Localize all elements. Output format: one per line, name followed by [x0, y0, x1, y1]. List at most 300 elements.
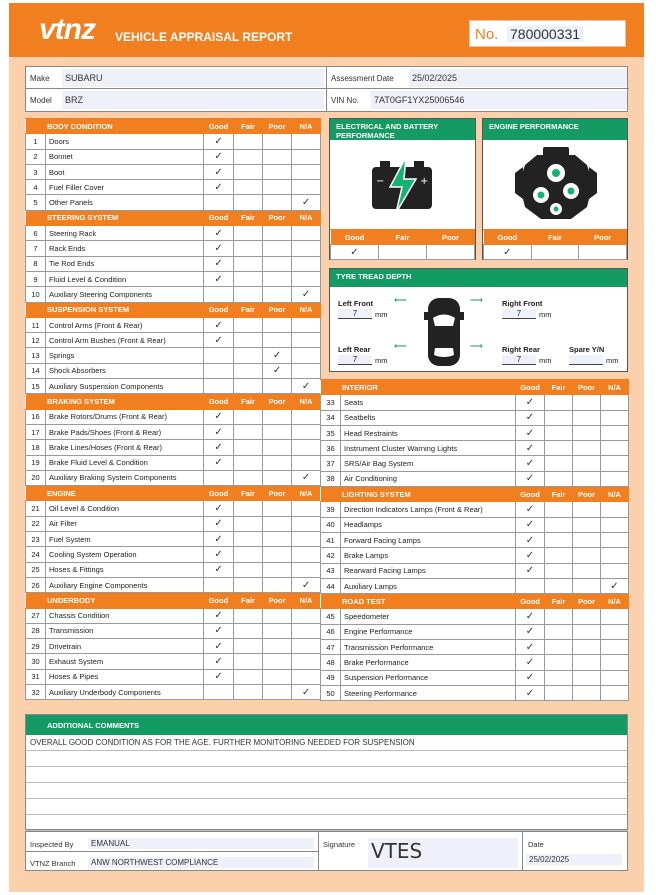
engine-performance-checkbox-good[interactable]: ✓	[484, 245, 532, 260]
engine-performance-checkbox-fair[interactable]	[531, 245, 579, 260]
rating-checkbox[interactable]	[292, 608, 321, 623]
rating-checkbox[interactable]	[263, 623, 292, 638]
rating-checkbox[interactable]	[234, 547, 263, 562]
rating-header-na: N/A	[292, 302, 321, 317]
rating-checkbox[interactable]	[204, 684, 234, 699]
rating-checkbox[interactable]	[234, 669, 263, 684]
item-label: Control Arms (Front & Rear)	[46, 317, 204, 332]
rating-checkbox[interactable]	[263, 639, 292, 654]
rating-checkbox[interactable]	[545, 685, 573, 700]
report-number-box	[469, 20, 626, 47]
battery-icon	[368, 157, 436, 213]
rating-checkbox[interactable]	[263, 271, 292, 286]
assessment-date-field[interactable]: 25/02/2025	[409, 69, 627, 87]
rating-checkbox[interactable]	[545, 517, 573, 532]
rating-header-fair: Fair	[234, 210, 263, 225]
item-label: Drivetrain	[46, 639, 204, 654]
left-rear-field[interactable]: 7	[338, 355, 372, 365]
rating-checkbox[interactable]: ✓	[516, 395, 545, 410]
rating-checkbox[interactable]: ✓	[292, 379, 321, 394]
rating-checkbox[interactable]	[263, 532, 292, 547]
rating-checkbox[interactable]	[573, 609, 601, 624]
rating-checkbox[interactable]	[263, 379, 292, 394]
rating-checkbox[interactable]	[573, 548, 601, 563]
rating-checkbox[interactable]	[234, 287, 263, 302]
rating-checkbox[interactable]	[545, 395, 573, 410]
signoff-footer	[25, 831, 628, 871]
rating-checkbox[interactable]: ✓	[516, 548, 545, 563]
rating-checkbox[interactable]	[601, 624, 629, 639]
rating-checkbox[interactable]	[234, 623, 263, 638]
rating-checkbox[interactable]	[234, 180, 263, 195]
rating-checkbox[interactable]	[545, 441, 573, 456]
checklist-row	[321, 502, 629, 517]
item-label: Auxiliary Suspension Components	[46, 379, 204, 394]
rating-checkbox[interactable]	[601, 456, 629, 471]
rating-checkbox[interactable]	[263, 547, 292, 562]
rating-checkbox[interactable]	[292, 409, 321, 424]
item-label: Exhaust System	[46, 654, 204, 669]
rating-checkbox[interactable]	[292, 562, 321, 577]
engine-performance-title: ENGINE PERFORMANCE	[483, 119, 627, 140]
rating-checkbox[interactable]: ✓	[516, 670, 545, 685]
rating-checkbox[interactable]	[234, 532, 263, 547]
rating-checkbox[interactable]	[204, 348, 234, 363]
rating-checkbox[interactable]	[292, 363, 321, 378]
rating-checkbox[interactable]: ✓	[204, 501, 234, 516]
rating-checkbox[interactable]	[601, 410, 629, 425]
rating-checkbox[interactable]	[234, 501, 263, 516]
item-number: 20	[26, 470, 46, 485]
comment-line[interactable]	[26, 799, 627, 815]
rating-checkbox[interactable]: ✓	[204, 547, 234, 562]
rating-checkbox[interactable]	[292, 623, 321, 638]
rating-checkbox[interactable]	[234, 363, 263, 378]
rating-checkbox[interactable]: ✓	[204, 256, 234, 271]
rating-checkbox[interactable]	[234, 271, 263, 286]
rating-checkbox[interactable]	[601, 685, 629, 700]
rating-checkbox[interactable]	[292, 348, 321, 363]
right-rear-field[interactable]: 7	[502, 355, 536, 365]
rating-checkbox[interactable]	[234, 470, 263, 485]
rating-checkbox[interactable]: ✓	[292, 195, 321, 210]
rating-checkbox[interactable]	[545, 532, 573, 547]
vin-row	[327, 89, 629, 111]
rating-checkbox[interactable]	[234, 241, 263, 256]
rating-checkbox[interactable]	[263, 180, 292, 195]
rating-checkbox[interactable]	[292, 226, 321, 241]
rating-checkbox[interactable]	[292, 654, 321, 669]
rating-checkbox[interactable]	[292, 669, 321, 684]
rating-checkbox[interactable]: ✓	[516, 425, 545, 440]
rating-checkbox[interactable]	[204, 195, 234, 210]
rating-checkbox[interactable]	[545, 471, 573, 486]
rating-checkbox[interactable]	[234, 226, 263, 241]
rating-checkbox[interactable]: ✓	[204, 608, 234, 623]
rating-checkbox[interactable]	[263, 470, 292, 485]
section-header-row	[26, 302, 321, 317]
rating-checkbox[interactable]	[234, 455, 263, 470]
rating-checkbox[interactable]	[573, 410, 601, 425]
rating-checkbox[interactable]	[263, 669, 292, 684]
rating-checkbox[interactable]: ✓	[516, 640, 545, 655]
rating-checkbox[interactable]: ✓	[292, 577, 321, 592]
rating-checkbox[interactable]	[263, 424, 292, 439]
rating-checkbox[interactable]	[263, 516, 292, 531]
rating-checkbox[interactable]	[263, 562, 292, 577]
rating-checkbox[interactable]	[545, 563, 573, 578]
rating-checkbox[interactable]	[601, 517, 629, 532]
rating-checkbox[interactable]	[292, 455, 321, 470]
rating-checkbox[interactable]	[263, 333, 292, 348]
rating-checkbox[interactable]	[263, 134, 292, 149]
rating-checkbox[interactable]	[234, 333, 263, 348]
rating-checkbox[interactable]: ✓	[204, 440, 234, 455]
item-number: 33	[321, 395, 341, 410]
model-field[interactable]: BRZ	[62, 91, 324, 109]
section-header-row	[321, 594, 629, 609]
rating-checkbox[interactable]: ✓	[516, 685, 545, 700]
rating-checkbox[interactable]	[545, 609, 573, 624]
date-field[interactable]: 25/02/2025	[526, 854, 622, 865]
left-checklist	[25, 118, 321, 700]
section-title: STEERING SYSTEM	[26, 210, 204, 225]
item-label: Seatbelts	[341, 410, 516, 425]
rating-checkbox[interactable]: ✓	[204, 532, 234, 547]
item-number: 45	[321, 609, 341, 624]
rating-checkbox[interactable]: ✓	[204, 333, 234, 348]
rating-checkbox[interactable]	[263, 501, 292, 516]
rating-checkbox[interactable]	[516, 578, 545, 593]
checklist-row	[321, 563, 629, 578]
rating-checkbox[interactable]	[545, 640, 573, 655]
rating-checkbox[interactable]	[234, 684, 263, 699]
rating-checkbox[interactable]	[601, 471, 629, 486]
rating-checkbox[interactable]	[234, 639, 263, 654]
rating-checkbox[interactable]	[573, 670, 601, 685]
rating-header-poor: Poor	[263, 210, 292, 225]
rating-checkbox[interactable]	[292, 333, 321, 348]
checklist-row	[26, 241, 321, 256]
rating-checkbox[interactable]	[263, 241, 292, 256]
rating-checkbox[interactable]	[573, 563, 601, 578]
rating-checkbox[interactable]: ✓	[601, 578, 629, 593]
rating-checkbox[interactable]	[292, 241, 321, 256]
checklist-row	[321, 548, 629, 563]
rating-checkbox[interactable]	[234, 577, 263, 592]
rating-checkbox[interactable]	[601, 655, 629, 670]
rating-checkbox[interactable]	[601, 441, 629, 456]
checklist-row	[26, 562, 321, 577]
rating-checkbox[interactable]: ✓	[204, 623, 234, 638]
rating-checkbox[interactable]: ✓	[516, 532, 545, 547]
item-label: Fuel Filler Cover	[46, 180, 204, 195]
electrical-header-fair: Fair	[379, 230, 427, 245]
rating-checkbox[interactable]: ✓	[516, 624, 545, 639]
electrical-checkbox-poor[interactable]	[427, 245, 475, 260]
rating-checkbox[interactable]	[292, 440, 321, 455]
rating-checkbox[interactable]: ✓	[204, 164, 234, 179]
assessment-date-label: Assessment Date	[331, 74, 394, 83]
item-label: Engine Performance	[341, 624, 516, 639]
rating-checkbox[interactable]	[573, 640, 601, 655]
assessment-date-row	[327, 67, 629, 89]
item-number: 5	[26, 195, 46, 210]
rating-checkbox[interactable]	[263, 608, 292, 623]
engine-performance-header-good: Good	[484, 230, 532, 245]
rating-checkbox[interactable]	[204, 470, 234, 485]
rating-checkbox[interactable]	[204, 287, 234, 302]
comment-line[interactable]	[26, 767, 627, 783]
rating-checkbox[interactable]	[263, 164, 292, 179]
rating-checkbox[interactable]	[234, 348, 263, 363]
spare-unit: mm	[606, 356, 619, 365]
rating-checkbox[interactable]: ✓	[204, 241, 234, 256]
item-number: 9	[26, 271, 46, 286]
signature-field[interactable]: VTES	[368, 838, 518, 868]
comment-line[interactable]: OVERALL GOOD CONDITION AS FOR THE AGE. FURTHER MONITORING NEEDED FOR SUSPENSION	[26, 735, 627, 751]
rating-checkbox[interactable]: ✓	[292, 470, 321, 485]
rating-checkbox[interactable]	[573, 471, 601, 486]
rating-checkbox[interactable]: ✓	[204, 562, 234, 577]
rating-checkbox[interactable]	[292, 180, 321, 195]
rating-checkbox[interactable]	[292, 256, 321, 271]
rating-checkbox[interactable]	[204, 577, 234, 592]
rating-header-poor: Poor	[263, 486, 292, 501]
checklist-row	[26, 470, 321, 485]
rating-checkbox[interactable]	[234, 409, 263, 424]
rating-checkbox[interactable]	[204, 379, 234, 394]
rating-checkbox[interactable]	[234, 195, 263, 210]
item-number: 13	[26, 348, 46, 363]
rating-checkbox[interactable]: ✓	[516, 441, 545, 456]
rating-checkbox[interactable]	[573, 578, 601, 593]
rating-checkbox[interactable]	[234, 164, 263, 179]
rating-checkbox[interactable]: ✓	[204, 516, 234, 531]
rating-header-fair: Fair	[234, 394, 263, 409]
rating-checkbox[interactable]: ✓	[516, 410, 545, 425]
rating-checkbox[interactable]	[545, 670, 573, 685]
item-number: 25	[26, 562, 46, 577]
rating-checkbox[interactable]	[234, 654, 263, 669]
rating-checkbox[interactable]	[292, 149, 321, 164]
rating-checkbox[interactable]: ✓	[204, 639, 234, 654]
section-title: ROAD TEST	[321, 594, 516, 609]
item-label: Boot	[46, 164, 204, 179]
item-number: 42	[321, 548, 341, 563]
rating-checkbox[interactable]	[234, 379, 263, 394]
rating-checkbox[interactable]	[573, 532, 601, 547]
left-front-field[interactable]: 7	[338, 309, 372, 319]
item-number: 8	[26, 256, 46, 271]
item-number: 28	[26, 623, 46, 638]
rating-checkbox[interactable]	[234, 256, 263, 271]
rating-checkbox[interactable]	[601, 502, 629, 517]
comment-line[interactable]	[26, 751, 627, 767]
comment-line[interactable]	[26, 815, 627, 831]
checklist-row	[321, 640, 629, 655]
electrical-checkbox-fair[interactable]	[379, 245, 427, 260]
rating-checkbox[interactable]	[292, 134, 321, 149]
rating-checkbox[interactable]	[545, 456, 573, 471]
rating-checkbox[interactable]	[292, 271, 321, 286]
rating-checkbox[interactable]	[573, 655, 601, 670]
rating-checkbox[interactable]: ✓	[516, 502, 545, 517]
rating-checkbox[interactable]	[234, 608, 263, 623]
rating-checkbox[interactable]: ✓	[263, 348, 292, 363]
rating-checkbox[interactable]	[292, 424, 321, 439]
item-label: Doors	[46, 134, 204, 149]
item-number: 49	[321, 670, 341, 685]
item-label: Transmission Performance	[341, 640, 516, 655]
rating-checkbox[interactable]	[545, 425, 573, 440]
rating-checkbox[interactable]	[573, 395, 601, 410]
rating-checkbox[interactable]	[601, 609, 629, 624]
rating-checkbox[interactable]: ✓	[516, 471, 545, 486]
rating-checkbox[interactable]	[234, 317, 263, 332]
rating-checkbox[interactable]	[263, 440, 292, 455]
rating-checkbox[interactable]: ✓	[204, 149, 234, 164]
rating-checkbox[interactable]: ✓	[516, 563, 545, 578]
rating-checkbox[interactable]	[263, 195, 292, 210]
item-number: 3	[26, 164, 46, 179]
rating-checkbox[interactable]	[601, 563, 629, 578]
rating-checkbox[interactable]	[234, 562, 263, 577]
rating-checkbox[interactable]	[545, 655, 573, 670]
item-number: 10	[26, 287, 46, 302]
rating-checkbox[interactable]	[234, 516, 263, 531]
rating-checkbox[interactable]	[601, 395, 629, 410]
rating-checkbox[interactable]	[292, 532, 321, 547]
checklist-row	[26, 440, 321, 455]
rating-checkbox[interactable]	[263, 226, 292, 241]
rating-checkbox[interactable]	[601, 548, 629, 563]
rating-checkbox[interactable]: ✓	[263, 363, 292, 378]
branch-field[interactable]: ANW NORTHWEST COMPLIANCE	[88, 857, 314, 868]
rating-checkbox[interactable]: ✓	[204, 424, 234, 439]
rating-checkbox[interactable]	[263, 455, 292, 470]
rating-header-poor: Poor	[573, 487, 601, 502]
rating-checkbox[interactable]	[573, 517, 601, 532]
rating-checkbox[interactable]: ✓	[516, 609, 545, 624]
rating-checkbox[interactable]	[234, 424, 263, 439]
rating-checkbox[interactable]: ✓	[204, 317, 234, 332]
rating-checkbox[interactable]	[545, 410, 573, 425]
rating-checkbox[interactable]: ✓	[516, 517, 545, 532]
rating-checkbox[interactable]	[263, 684, 292, 699]
rating-checkbox[interactable]: ✓	[292, 287, 321, 302]
rating-checkbox[interactable]: ✓	[516, 456, 545, 471]
rating-checkbox[interactable]	[263, 287, 292, 302]
rating-checkbox[interactable]	[545, 502, 573, 517]
rating-checkbox[interactable]	[601, 425, 629, 440]
make-field[interactable]: SUBARU	[62, 69, 324, 87]
rating-checkbox[interactable]	[234, 440, 263, 455]
right-front-field[interactable]: 7	[502, 309, 536, 319]
left-rear-unit: mm	[375, 356, 388, 365]
rating-checkbox[interactable]	[263, 409, 292, 424]
vin-field[interactable]: 7AT0GF1YX25006546	[371, 91, 627, 109]
rating-checkbox[interactable]	[601, 532, 629, 547]
section-header-row	[26, 210, 321, 225]
rating-checkbox[interactable]	[292, 639, 321, 654]
rating-checkbox[interactable]	[292, 164, 321, 179]
rating-checkbox[interactable]	[204, 363, 234, 378]
electrical-checkbox-good[interactable]: ✓	[331, 245, 379, 260]
rating-checkbox[interactable]	[292, 501, 321, 516]
rating-checkbox[interactable]	[573, 456, 601, 471]
rating-checkbox[interactable]	[573, 425, 601, 440]
engine-performance-checkbox-poor[interactable]	[579, 245, 627, 260]
rating-checkbox[interactable]: ✓	[516, 655, 545, 670]
rating-checkbox[interactable]: ✓	[204, 271, 234, 286]
rating-checkbox[interactable]	[292, 516, 321, 531]
rating-checkbox[interactable]	[601, 670, 629, 685]
rating-checkbox[interactable]: ✓	[204, 669, 234, 684]
rating-checkbox[interactable]	[292, 317, 321, 332]
rating-checkbox[interactable]	[234, 149, 263, 164]
rating-checkbox[interactable]: ✓	[204, 455, 234, 470]
item-number: 50	[321, 685, 341, 700]
report-number-label: No.	[475, 26, 499, 43]
item-number: 37	[321, 456, 341, 471]
rating-checkbox[interactable]	[263, 317, 292, 332]
rating-checkbox[interactable]: ✓	[204, 226, 234, 241]
rating-checkbox[interactable]	[292, 547, 321, 562]
rating-checkbox[interactable]	[263, 256, 292, 271]
inspected-by-field[interactable]: EMANUAL	[88, 838, 314, 849]
rating-checkbox[interactable]	[573, 502, 601, 517]
comment-line[interactable]	[26, 783, 627, 799]
rating-checkbox[interactable]: ✓	[204, 134, 234, 149]
item-number: 14	[26, 363, 46, 378]
rating-checkbox[interactable]	[545, 548, 573, 563]
rating-checkbox[interactable]	[263, 654, 292, 669]
rating-checkbox[interactable]	[263, 577, 292, 592]
left-rear-label: Left Rear	[338, 345, 371, 354]
item-label: Rearward Facing Lamps	[341, 563, 516, 578]
rating-checkbox[interactable]: ✓	[204, 409, 234, 424]
item-number: 2	[26, 149, 46, 164]
item-number: 48	[321, 655, 341, 670]
spare-field[interactable]	[569, 355, 603, 365]
rating-checkbox[interactable]	[234, 134, 263, 149]
rating-checkbox[interactable]: ✓	[292, 684, 321, 699]
rating-header-fair: Fair	[234, 119, 263, 134]
rating-checkbox[interactable]	[545, 578, 573, 593]
report-number-field[interactable]: 780000331	[507, 26, 583, 42]
right-rear-unit: mm	[539, 356, 552, 365]
rating-header-na: N/A	[292, 210, 321, 225]
rating-checkbox[interactable]: ✓	[204, 180, 234, 195]
item-number: 27	[26, 608, 46, 623]
rating-checkbox[interactable]	[263, 149, 292, 164]
item-label: Speedometer	[341, 609, 516, 624]
rating-header-poor: Poor	[263, 593, 292, 608]
rating-checkbox[interactable]	[573, 624, 601, 639]
rating-checkbox[interactable]	[545, 624, 573, 639]
rating-checkbox[interactable]	[601, 640, 629, 655]
rating-checkbox[interactable]: ✓	[204, 654, 234, 669]
item-number: 41	[321, 532, 341, 547]
item-number: 11	[26, 317, 46, 332]
item-number: 36	[321, 441, 341, 456]
rating-checkbox[interactable]	[573, 685, 601, 700]
item-number: 31	[26, 669, 46, 684]
rating-header-na: N/A	[292, 394, 321, 409]
section-title: BODY CONDITION	[26, 119, 204, 134]
rating-checkbox[interactable]	[573, 441, 601, 456]
